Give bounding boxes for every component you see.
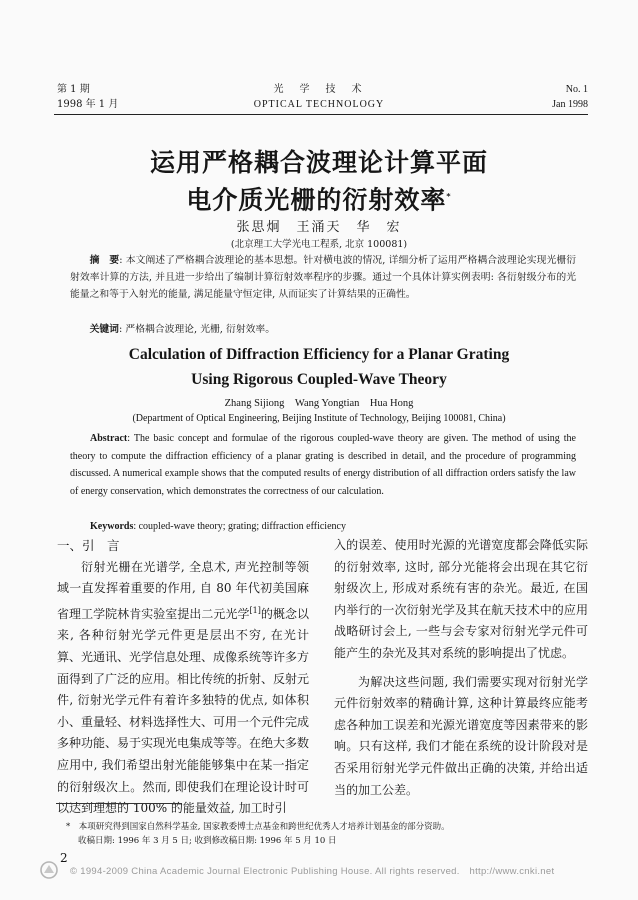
issue-date-cn: 1998 年 1 月 [57,99,119,110]
footnote-rule [56,803,182,804]
intro-paragraph-1-part-a: 衍射光栅在光谱学, 全息术, 声光控制等领域一直发挥着重要的作用, 自 80 年代初美国麻省理工学院林肯实验室提出二元光学 [57,559,309,621]
title-cn-line1: 运用严格耦合波理论计算平面 [149,148,488,177]
authors-en: Zhang Sijiong Wang Yongtian Hua Hong [224,398,414,409]
right-column [334,535,588,801]
affiliation-cn: (北京理工大学光电工程系, 北京 100081) [230,239,408,250]
footnote-funding: * 本项研究得到国家自然科学基金, 国家教委博士点基金和跨世纪优秀人才培养计划基金的部分资助。 [66,822,450,832]
issue-number: 第 1 期 [57,84,90,95]
title-cn-line2-text: 电介质光栅的衍射效率 [186,185,447,215]
reference-1: [1] [249,605,261,615]
abstract-cn-label: 摘 要 [89,255,120,266]
title-cn-line2 [0,180,638,217]
affiliation-en: (Department of Optical Engineering, Beijing Institute of Technology, Beijing 100081, China) [132,413,506,424]
footnote-dates: 收稿日期: 1996 年 3 月 5 日; 收到修改稿日期: 1996 年 5 月 10 日 [78,836,337,846]
left-column [57,535,309,820]
issue-no-en: No. 1 [565,84,588,95]
intro-paragraph-1-continued: 入的误差、使用时光源的光谱宽度都会降低实际的衍射效率, 这时, 部分光能将会出现在其它衍射级次上, 形成对系统有害的杂光。最近, 在国内举行的一次衍射光学及其在航天技术中的应用战略研讨会上, 一些与会专家对衍射光学元件可能产生的杂光及其对系统的影响提出了忧虑。 [334,538,588,660]
abstract-en-label: Abstract [90,433,128,444]
section-heading-introduction: 一、引 言 [57,538,120,553]
abstract-cn: 摘 要: 本文阐述了严格耦合波理论的基本思想。针对横电波的情况, 详细分析了运用严格耦合波理论实现光栅衍射效率计算的方法, 并且进一步给出了编制计算衍射效率程序的步骤。通过一个具体计算实例表明: 各衍射级分布的光能量之和等于入射光的能量, 满足能量守恒定律, 从而证实了计算结果的正确性。 [70,255,577,300]
keywords-en-label: Keywords [90,521,134,532]
abstract-en-text: : The basic concept and formulae of the rigorous coupled-wave theory are given. The method of using the theory to compute the diffraction efficiency of a planar grating is described in detail, and the procedure of programming discussed. A numerical example shows that the computed results of energy distribution of all diffraction orders satisfy the law of energy conservation, which demonstrates the correctness of our calculation. [70,433,576,497]
copyright-notice: © 1994-2009 China Academic Journal Electronic Publishing House. All rights reserved. http://www.cnki.net [70,866,555,877]
keywords-cn: 关键词: 严格耦合波理论, 光栅, 衍射效率。 [89,324,276,335]
title-en-line2: Using Rigorous Coupled-Wave Theory [191,371,447,388]
issue-date-en: Jan 1998 [552,99,588,110]
keywords-en [70,518,576,536]
intro-paragraph-2: 为解决这些问题, 我们需要实现对衍射光学元件衍射效率的精确计算, 这种计算最终应能考虑各种加工误差和光源光谱宽度等因素带来的影响。只有这样, 我们才能在系统的设计阶段对是否采用衍射光学元件做出正确的决策, 并给出适当的加工公差。 [334,674,588,797]
cnki-logo-icon [38,859,60,881]
abstract-cn-text: 本文阐述了严格耦合波理论的基本思想。针对横电波的情况, 详细分析了运用严格耦合波理论实现光栅衍射效率计算的方法, 并且进一步给出了编制计算衍射效率程序的步骤。通过一个具体计算实例表明: 各衍射级分布的光能量之和等于入射光的能量, 满足能量守恒定律, 从而证实了计算结果的正确性。 [70,255,577,300]
authors-cn: 张思炯 王涌天 华 宏 [236,220,402,235]
intro-paragraph-1-part-b: 的概念以来, 各种衍射光学元件更是层出不穷, 在光计算、光通讯、光学信息处理、成像系统等许多方面得到了广泛的应用。相比传统的折射、反射元件, 衍射光学元件有着许多独特的优点, 如体积小、重量轻、材料选择性大、可用一个元件完成多种功能、易于实现光电集成等等。在绝大多数应用中, 我们希望出射光能能够集中在某一指定的衍射级次上。然而, 即使我们在理论设计时可以达到理想的 100% 的能量效益, 加工时引 [57,606,310,816]
title-footnote-mark: * [446,192,452,201]
page-number: 2 [60,851,68,865]
intro-paragraph-1 [57,557,309,820]
keywords-cn-text: 严格耦合波理论, 光栅, 衍射效率。 [125,324,276,335]
keywords-en-text: : coupled-wave theory; grating; diffraction efficiency [133,521,346,532]
journal-name-cn: 光 学 技 术 [273,84,365,95]
title-en-line1: Calculation of Diffraction Efficiency for a Planar Grating [128,346,510,363]
keywords-cn-label: 关键词 [89,324,119,335]
abstract-en [70,430,576,500]
header-rule [54,114,588,115]
journal-name-en: OPTICAL TECHNOLOGY [253,99,385,110]
